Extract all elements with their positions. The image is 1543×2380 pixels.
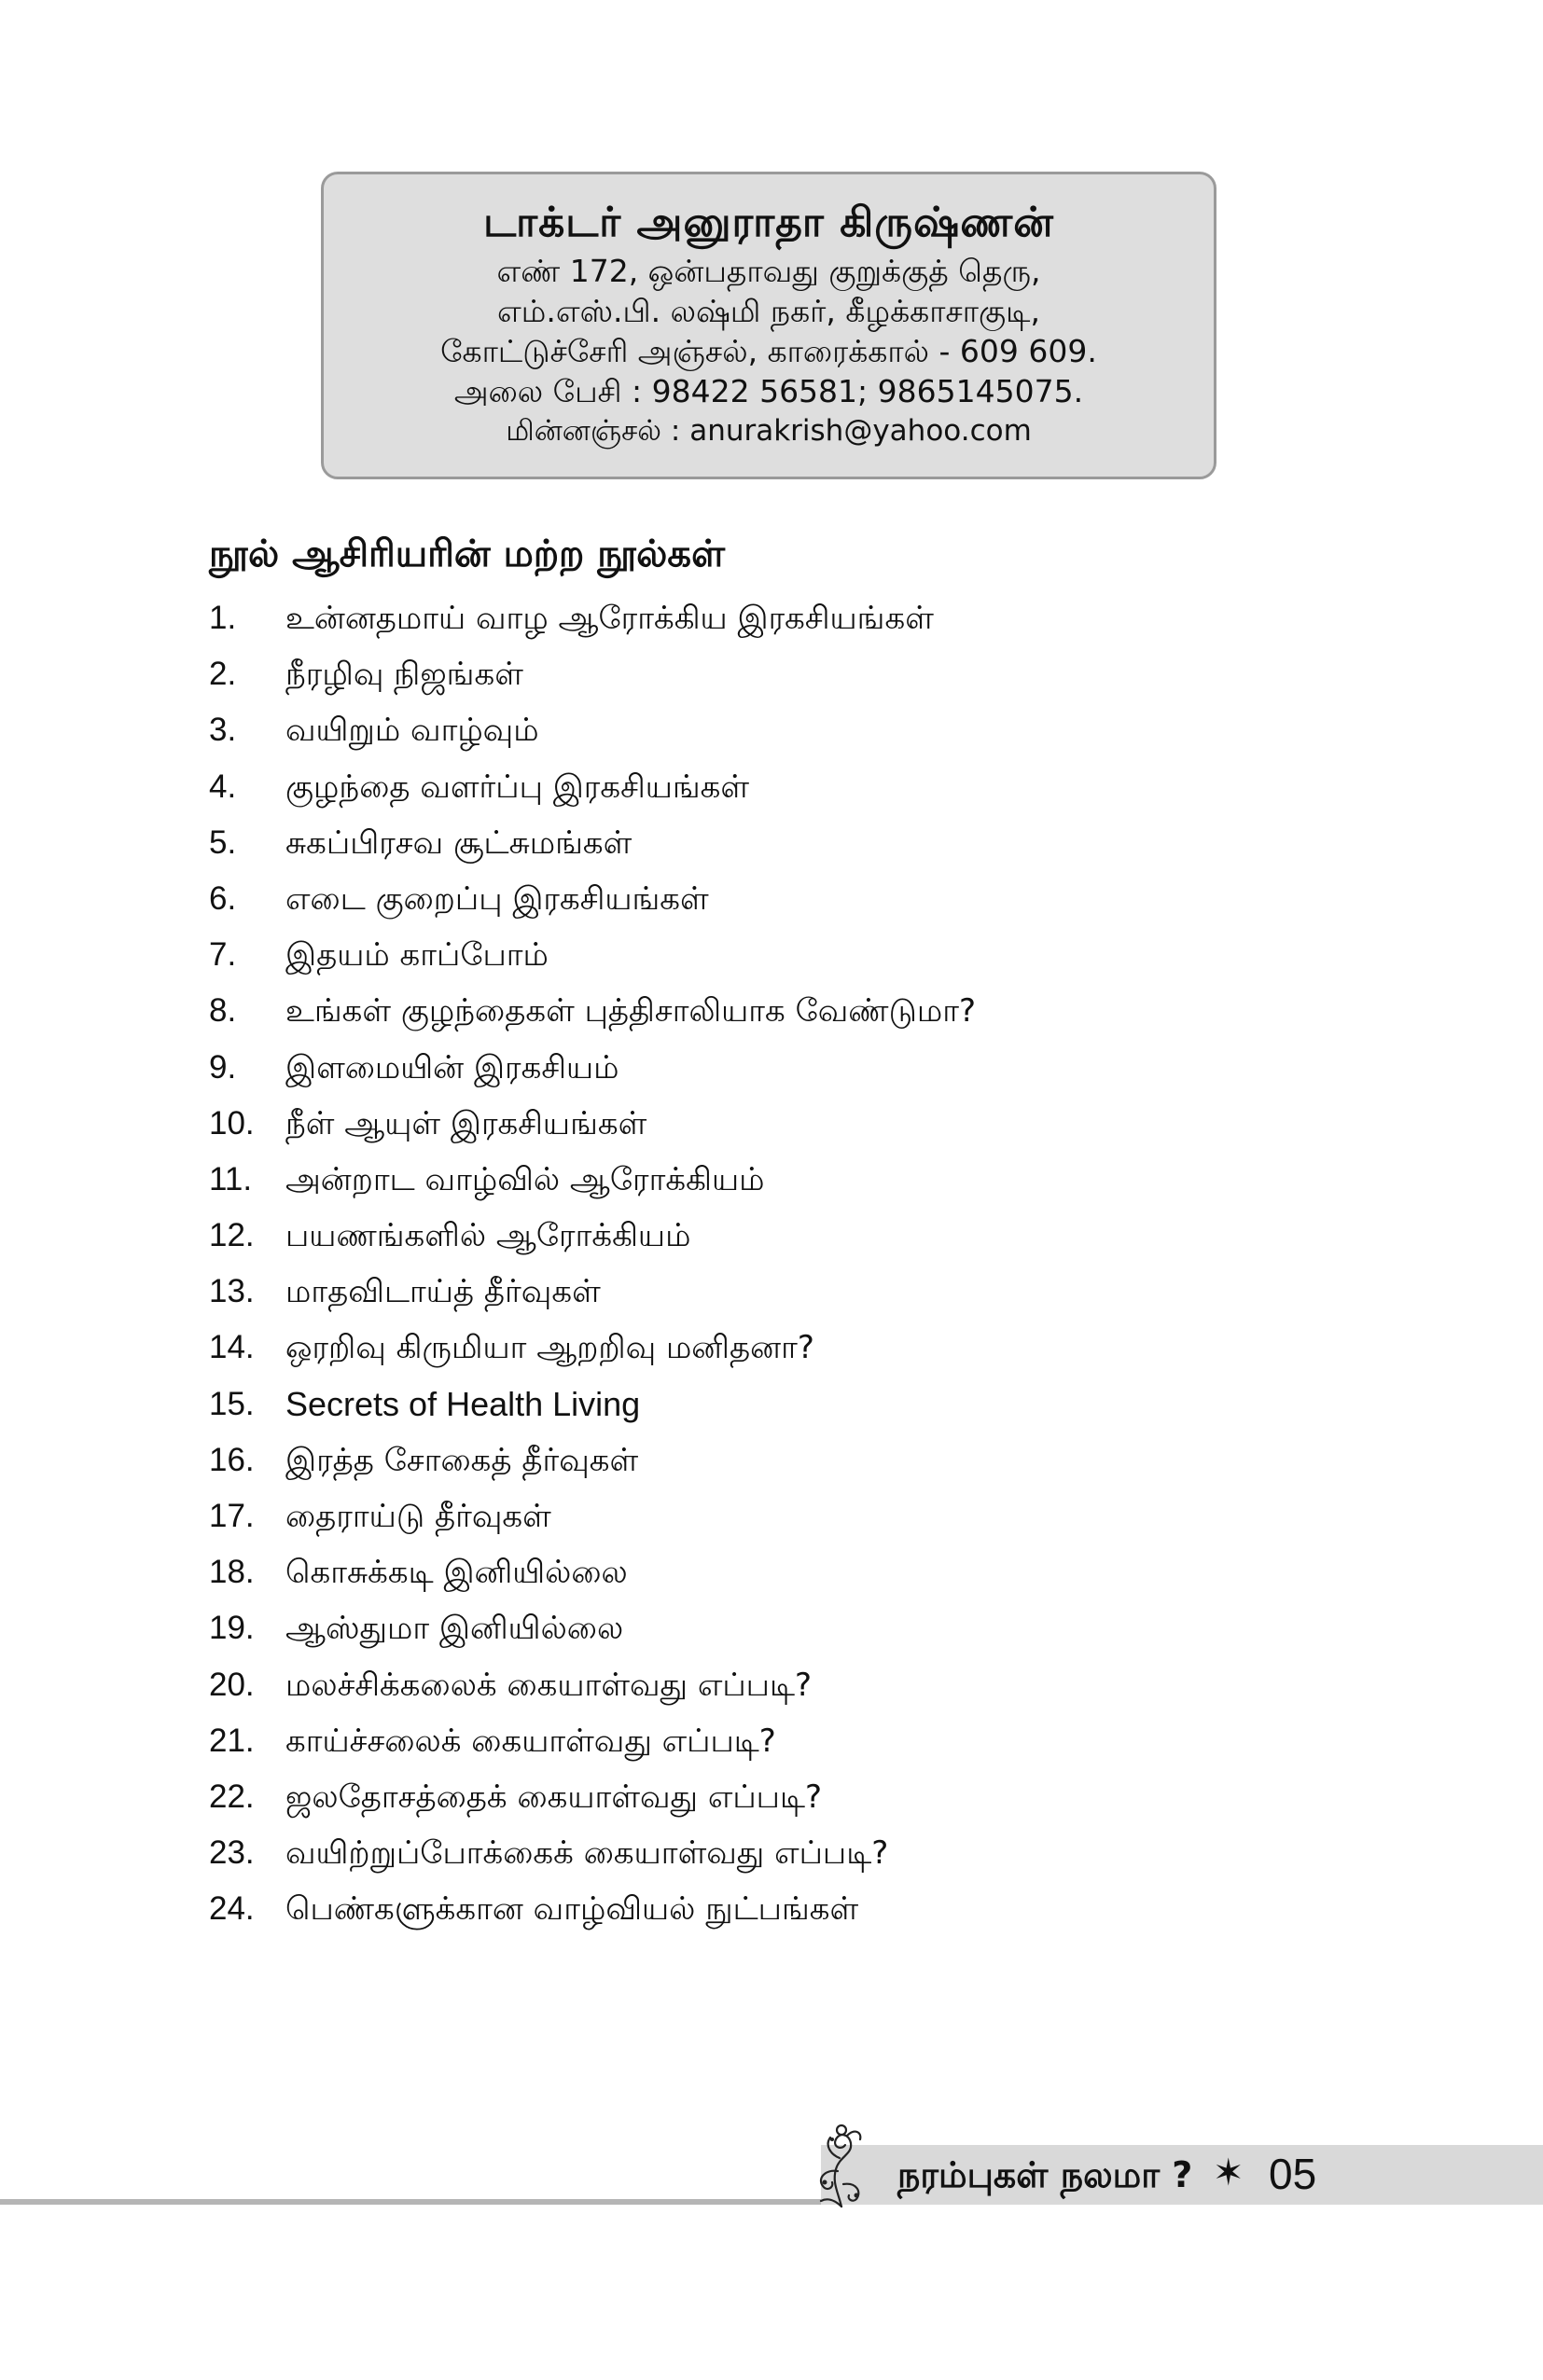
book-number: 4. [209, 768, 237, 805]
book-number: 5. [209, 823, 237, 861]
book-item-12 [209, 1210, 1328, 1266]
book-item-8 [209, 985, 1328, 1041]
book-number: 6. [209, 879, 237, 917]
book-number: 24. [209, 1890, 255, 1928]
book-number: 12. [209, 1217, 255, 1254]
book-number: 13. [209, 1273, 255, 1310]
phone-line: அலை பேசி : 98422 56581; 9865145075. [453, 373, 1084, 409]
book-title: பயணங்களில் ஆரோக்கியம் [285, 1217, 691, 1255]
book-title: இளமையின் இரகசியம் [285, 1048, 619, 1086]
book-item-3 [209, 704, 1328, 760]
book-title: நீரழிவு நிஜங்கள் [285, 656, 523, 694]
book-number: 14. [209, 1329, 255, 1366]
book-item-21 [209, 1715, 1328, 1771]
book-title: சுகப்பிரசவ சூட்சுமங்கள் [285, 823, 632, 862]
book-item-5 [209, 817, 1328, 873]
book-number: 8. [209, 992, 237, 1030]
book-item-19 [209, 1602, 1328, 1658]
book-item-17 [209, 1490, 1328, 1546]
footer-rule [0, 2199, 821, 2205]
book-number: 20. [209, 1666, 255, 1703]
book-number: 23. [209, 1834, 255, 1872]
book-title: எடை குறைப்பு இரகசியங்கள் [285, 879, 709, 918]
book-item-24 [209, 1883, 1328, 1939]
book-number: 2. [209, 656, 237, 693]
book-title: மாதவிடாய்த் தீர்வுகள் [285, 1273, 601, 1311]
book-title: வயிற்றுப்போக்கைக் கையாள்வது எப்படி? [285, 1834, 889, 1873]
book-item-9 [209, 1042, 1328, 1098]
book-item-23 [209, 1827, 1328, 1883]
book-item-18 [209, 1546, 1328, 1602]
book-item-13 [209, 1266, 1328, 1321]
book-title-footer: நரம்புகள் நலமா ? [897, 2154, 1193, 2195]
book-number: 10. [209, 1104, 255, 1142]
book-title: ஒரறிவு கிருமியா ஆறறிவு மனிதனா? [285, 1329, 814, 1367]
book-item-10 [209, 1098, 1328, 1154]
book-number: 1. [209, 600, 237, 636]
other-books-heading: நூல் ஆசிரியரின் மற்ற நூல்கள் [209, 533, 726, 575]
book-item-7 [209, 929, 1328, 985]
book-item-20 [209, 1659, 1328, 1715]
book-number: 7. [209, 936, 237, 974]
author-name: டாக்டர் அனுராதா கிருஷ்ணன் [483, 199, 1054, 246]
book-title: உன்னதமாய் வாழ ஆரோக்கிய இரகசியங்கள் [285, 600, 934, 637]
book-number: 3. [209, 712, 237, 749]
book-item-6 [209, 873, 1328, 929]
book-title: ஆஸ்துமா இனியில்லை [285, 1610, 624, 1648]
book-title: ஜலதோசத்தைக் கையாள்வது எப்படி? [285, 1778, 823, 1816]
book-number: 16. [209, 1441, 255, 1478]
page-number: 05 [1269, 2150, 1317, 2198]
book-number: 9. [209, 1048, 237, 1086]
book-title: Secrets of Health Living [285, 1384, 641, 1423]
book-number: 17. [209, 1498, 255, 1534]
book-title: பெண்களுக்கான வாழ்வியல் நுட்பங்கள் [285, 1890, 859, 1929]
address-line-3: கோட்டுச்சேரி அஞ்சல், காரைக்கால் - 609 609. [440, 333, 1097, 369]
book-item-22 [209, 1771, 1328, 1827]
book-title: கொசுக்கடி இனியில்லை [285, 1554, 628, 1592]
book-number: 21. [209, 1722, 255, 1759]
book-title: காய்ச்சலைக் கையாள்வது எப்படி? [285, 1722, 776, 1760]
book-title: இரத்த சோகைத் தீர்வுகள் [285, 1441, 639, 1479]
book-item-1 [209, 592, 1328, 648]
book-item-14 [209, 1321, 1328, 1377]
book-item-11 [209, 1154, 1328, 1210]
book-title: நீள் ஆயுள் இரகசியங்கள் [285, 1104, 647, 1142]
book-title: உங்கள் குழந்தைகள் புத்திசாலியாக வேண்டுமா? [285, 992, 977, 1031]
book-number: 15. [209, 1385, 255, 1422]
book-item-15 [209, 1378, 1328, 1434]
book-title: குழந்தை வளர்ப்பு இரகசியங்கள் [285, 768, 750, 806]
star-icon: ✶ [1213, 2152, 1244, 2194]
address-line-2: எம்.எஸ்.பி. லஷ்மி நகர், கீழக்காசாகுடி, [497, 293, 1040, 329]
book-title: மலச்சிக்கலைக் கையாள்வது எப்படி? [285, 1666, 813, 1704]
book-title: இதயம் காப்போம் [285, 936, 549, 975]
book-item-16 [209, 1434, 1328, 1490]
book-list [209, 592, 1328, 1940]
book-number: 11. [209, 1160, 253, 1197]
floral-ornament-icon [804, 2117, 879, 2210]
book-number: 19. [209, 1610, 255, 1647]
book-title: அன்றாட வாழ்வில் ஆரோக்கியம் [285, 1160, 765, 1198]
book-item-2 [209, 648, 1328, 704]
book-number: 18. [209, 1554, 255, 1591]
address-line-1: எண் 172, ஒன்பதாவது குறுக்குத் தெரு, [496, 253, 1041, 289]
book-item-4 [209, 761, 1328, 817]
author-contact-box [321, 172, 1216, 479]
book-title: தைராய்டு தீர்வுகள் [285, 1498, 551, 1535]
book-number: 22. [209, 1778, 255, 1815]
email-line: மின்னஞ்சல் : anurakrish@yahoo.com [506, 414, 1032, 448]
book-title: வயிறும் வாழ்வும் [285, 712, 539, 750]
